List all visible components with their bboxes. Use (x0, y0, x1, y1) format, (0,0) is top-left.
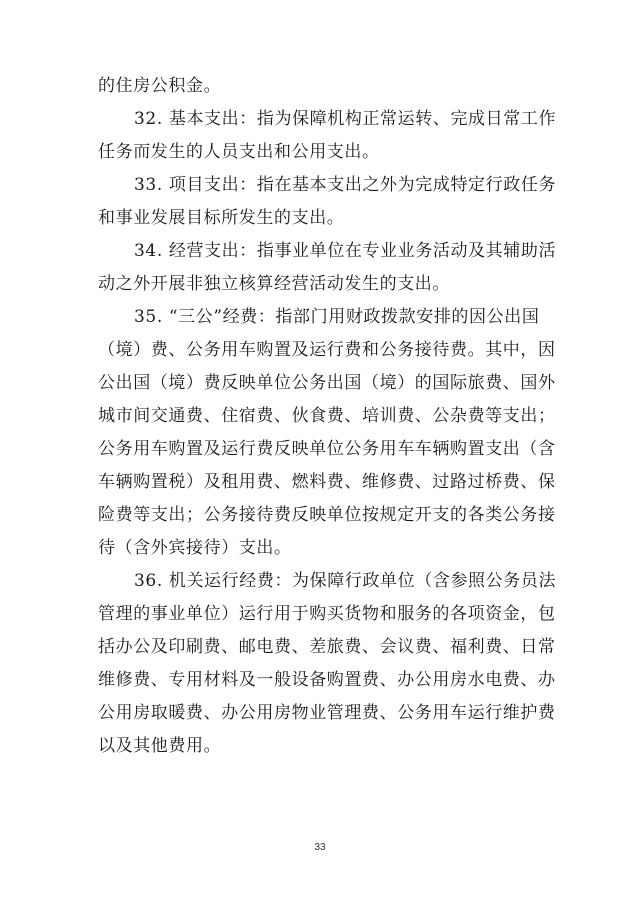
text-line: 34. 经营支出：指事业单位在专业业务活动及其辅助活 (134, 241, 557, 261)
text-line: 险费等支出；公务接待费反映单位按规定开支的各类公务接 (98, 505, 556, 525)
text-line: 公务用车购置及运行费反映单位公务用车车辆购置支出（含 (98, 439, 556, 459)
document-body (98, 70, 557, 763)
page-number: 33 (314, 842, 326, 853)
text-line: 公用房取暖费、办公用房物业管理费、公务用车运行维护费 (98, 703, 556, 723)
text-line: 和事业发展目标所发生的支出。 (98, 208, 345, 228)
text-line: 32. 基本支出：指为保障机构正常运转、完成日常工作 (134, 109, 557, 129)
text-line: 维修费、专用材料及一般设备购置费、办公用房水电费、办 (98, 670, 556, 690)
text-line: （境）费、公务用车购置及运行费和公务接待费。其中，因 (98, 340, 556, 360)
text-line: 城市间交通费、住宿费、伙食费、培训费、公杂费等支出； (98, 406, 556, 426)
text-line: 公出国（境）费反映单位公务出国（境）的国际旅费、国外 (98, 373, 556, 393)
text-line: 任务而发生的人员支出和公用支出。 (98, 142, 380, 162)
text-line: 以及其他费用。 (98, 736, 222, 756)
text-line: 括办公及印刷费、邮电费、差旅费、会议费、福利费、日常 (98, 637, 556, 657)
text-line: 管理的事业单位）运行用于购买货物和服务的各项资金，包 (98, 604, 556, 624)
text-line: 36. 机关运行经费：为保障行政单位（含参照公务员法 (134, 571, 557, 591)
text-line: 车辆购置税）及租用费、燃料费、维修费、过路过桥费、保 (98, 472, 556, 492)
text-line: 待（含外宾接待）支出。 (98, 538, 292, 558)
text-line: 33. 项目支出：指在基本支出之外为完成特定行政任务 (134, 175, 557, 195)
text-line: 动之外开展非独立核算经营活动发生的支出。 (98, 274, 450, 294)
text-line: 35. “三公”经费：指部门用财政拨款安排的因公出国 (134, 307, 540, 327)
text-line: 的住房公积金。 (98, 76, 222, 96)
